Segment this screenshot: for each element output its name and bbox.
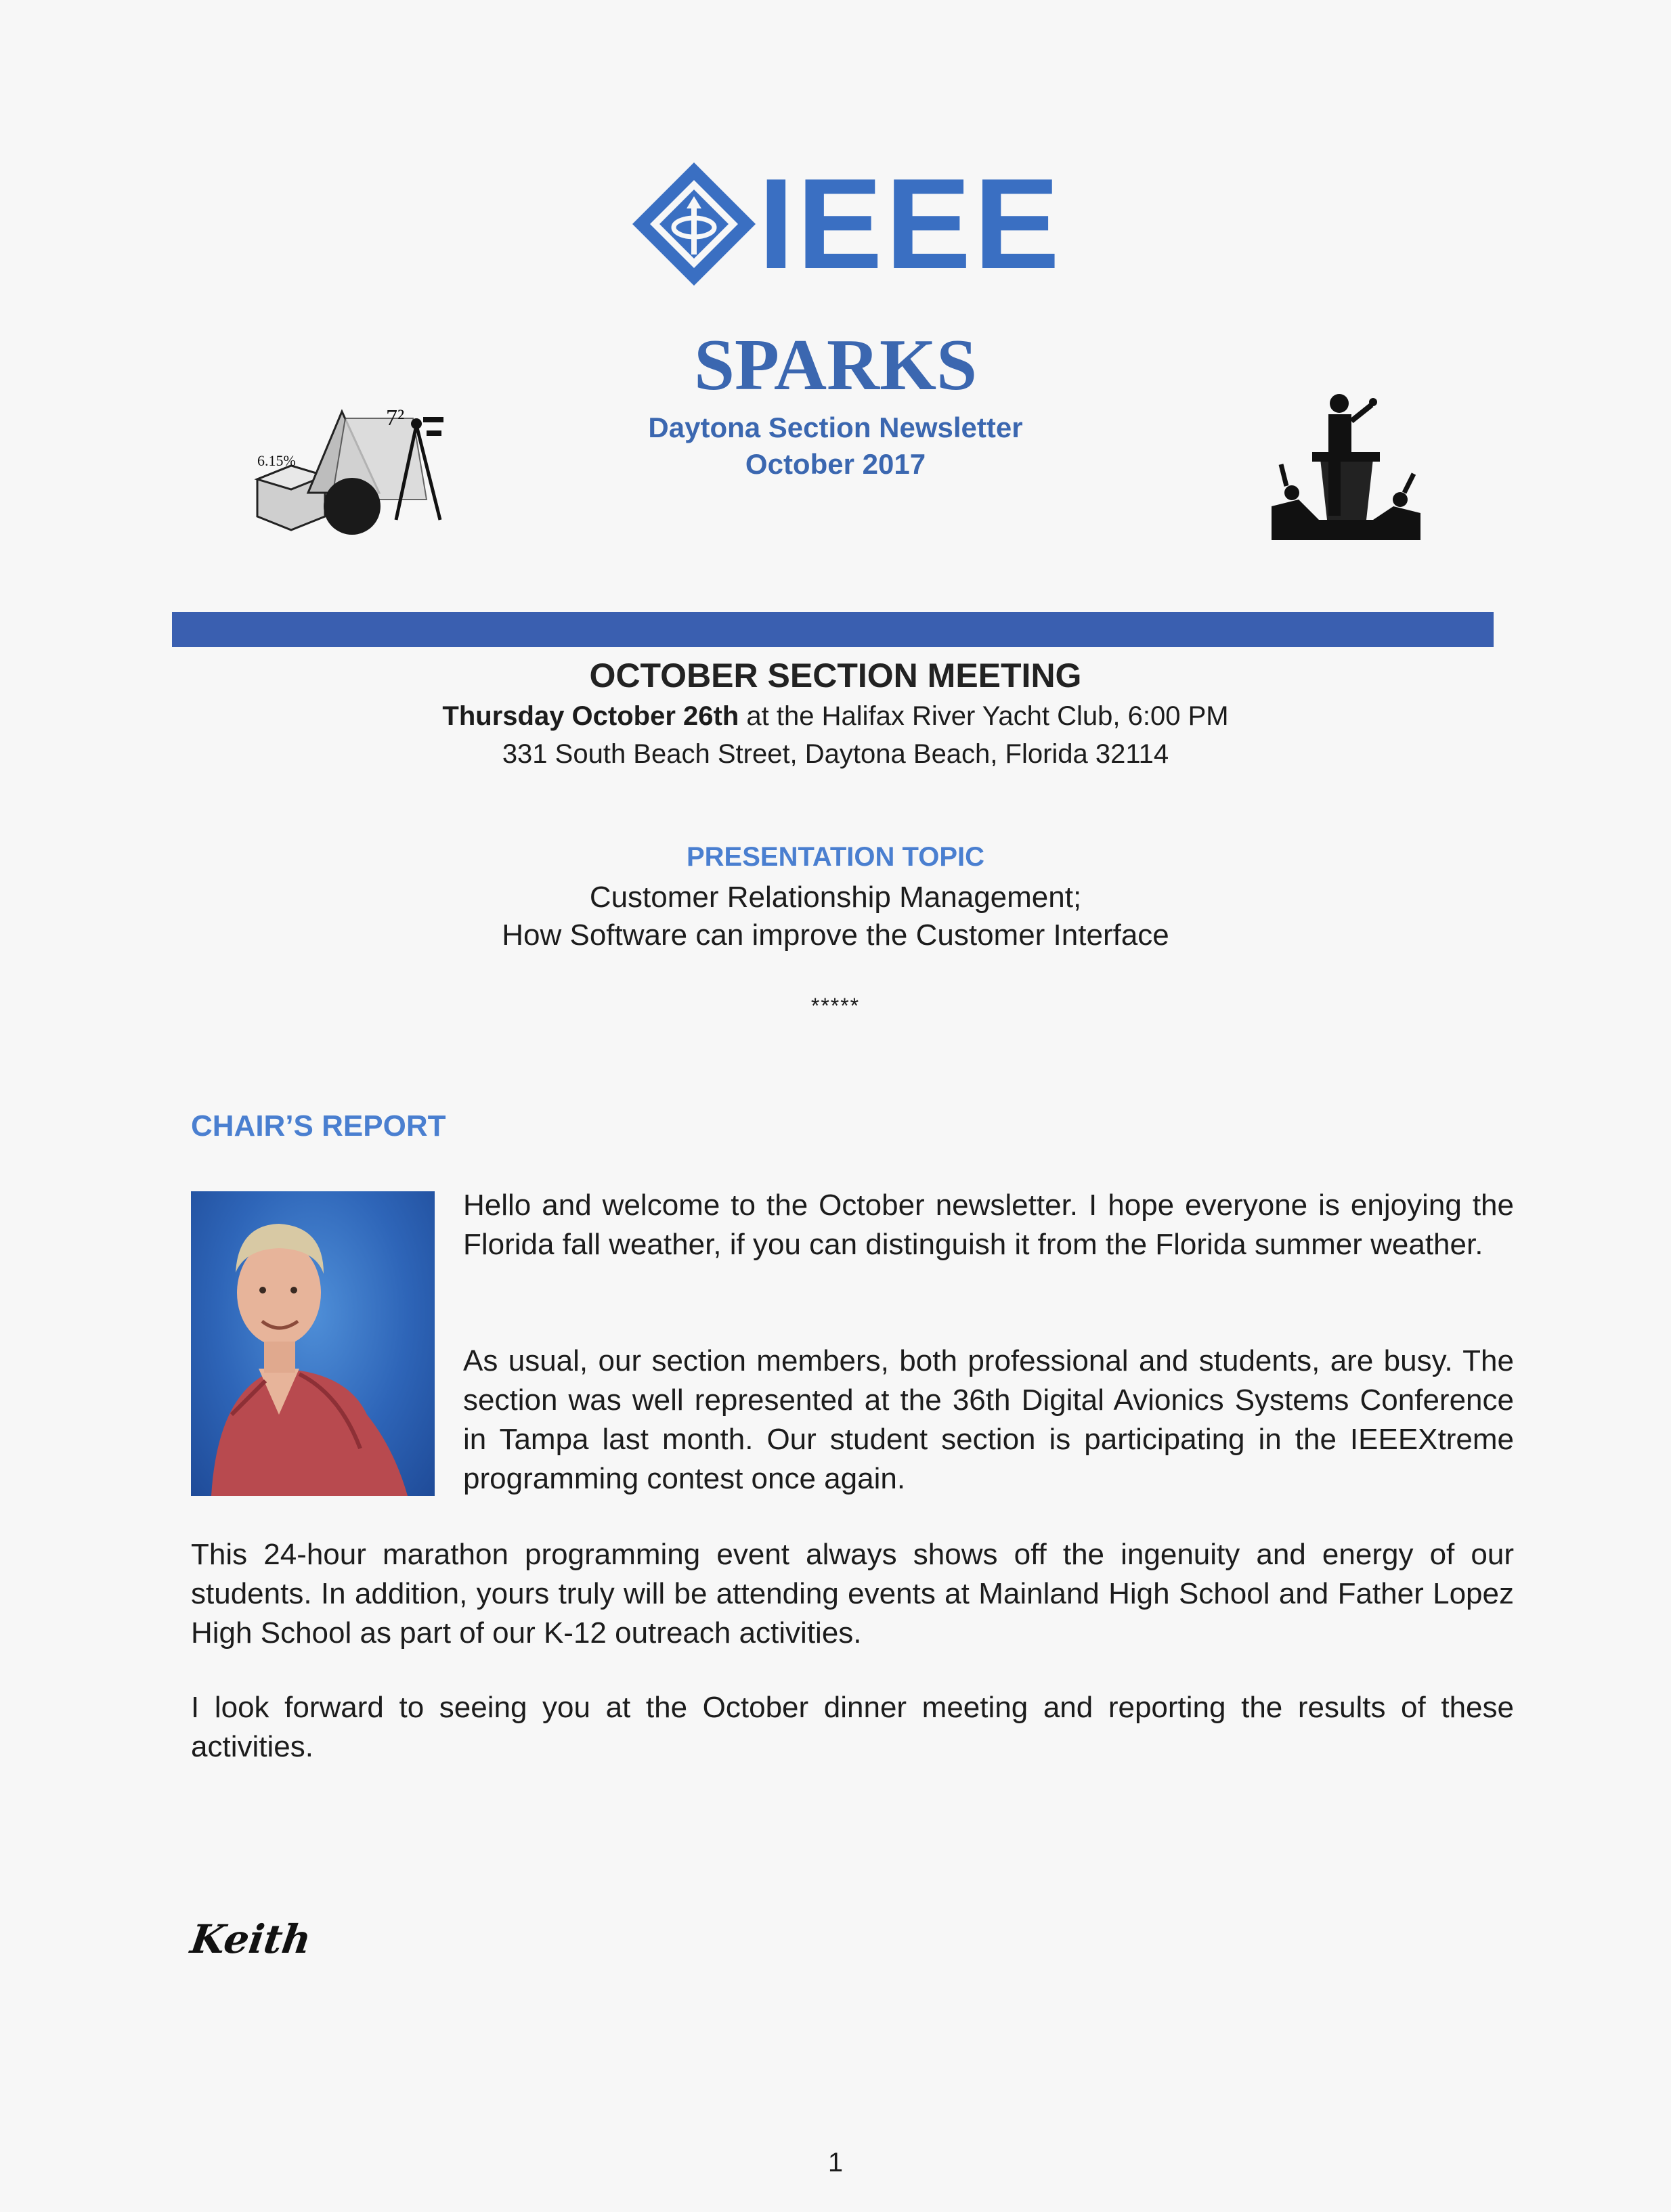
presentation-topic-line-2: How Software can improve the Customer Interface — [502, 919, 1169, 952]
geometry-shapes-clipart — [244, 398, 460, 540]
ieee-wordmark: IEEE — [758, 152, 1062, 296]
meeting-address: 331 South Beach Street, Daytona Beach, Florida 32114 — [502, 739, 1169, 769]
presentation-topic-heading: PRESENTATION TOPIC — [686, 842, 985, 872]
geometry-percent-label: 6.15% — [257, 452, 296, 469]
header-divider-rule — [172, 612, 1494, 647]
meeting-heading: OCTOBER SECTION MEETING — [589, 657, 1082, 694]
meeting-date: Thursday October 26th — [442, 701, 739, 731]
geometry-power-label: 7² — [386, 405, 405, 430]
presentation-topic-line-1: Customer Relationship Management; — [589, 881, 1082, 914]
meeting-date-location — [0, 699, 1671, 734]
newsletter-issue-date: October 2017 — [745, 448, 926, 480]
ieee-diamond-icon — [630, 160, 758, 288]
chair-report-heading: CHAIR’S REPORT — [191, 1109, 446, 1143]
chair-report-paragraph: I look forward to seeing you at the October dinner meeting and reporting the results of these activities. — [191, 1691, 1514, 1763]
ieee-logo — [630, 152, 1077, 296]
chair-portrait-image — [191, 1191, 435, 1496]
section-separator: ***** — [810, 994, 861, 1018]
chair-report-paragraph: This 24-hour marathon programming event always shows off the ingenuity and energy of our students. In addition, yours truly will be attending events at Mainland High School and Father Lopez High School as part of our K-12 outreach activities. — [191, 1538, 1514, 1650]
chair-report-paragraph: Hello and welcome to the October newsletter. I hope everyone is enjoying the Florida fall weather, if you can distinguish it from the Florida summer weather. — [463, 1189, 1514, 1261]
chair-signature: Keith — [188, 1916, 314, 1962]
chair-portrait-photo — [191, 1191, 435, 1496]
newsletter-title: SPARKS — [693, 325, 978, 405]
chair-report-paragraph: As usual, our section members, both professional and students, are busy. The section was well represented at the 36th Digital Avionics Systems Conference in Tampa last month. Our student section is participating in the IEEEXtreme programming contest once again. — [463, 1344, 1514, 1495]
speaker-podium-clipart — [1272, 384, 1420, 540]
page-number: 1 — [827, 2148, 844, 2177]
meeting-venue-time: at the Halifax River Yacht Club, 6:00 PM — [739, 701, 1229, 731]
newsletter-subtitle: Daytona Section Newsletter — [648, 412, 1023, 443]
